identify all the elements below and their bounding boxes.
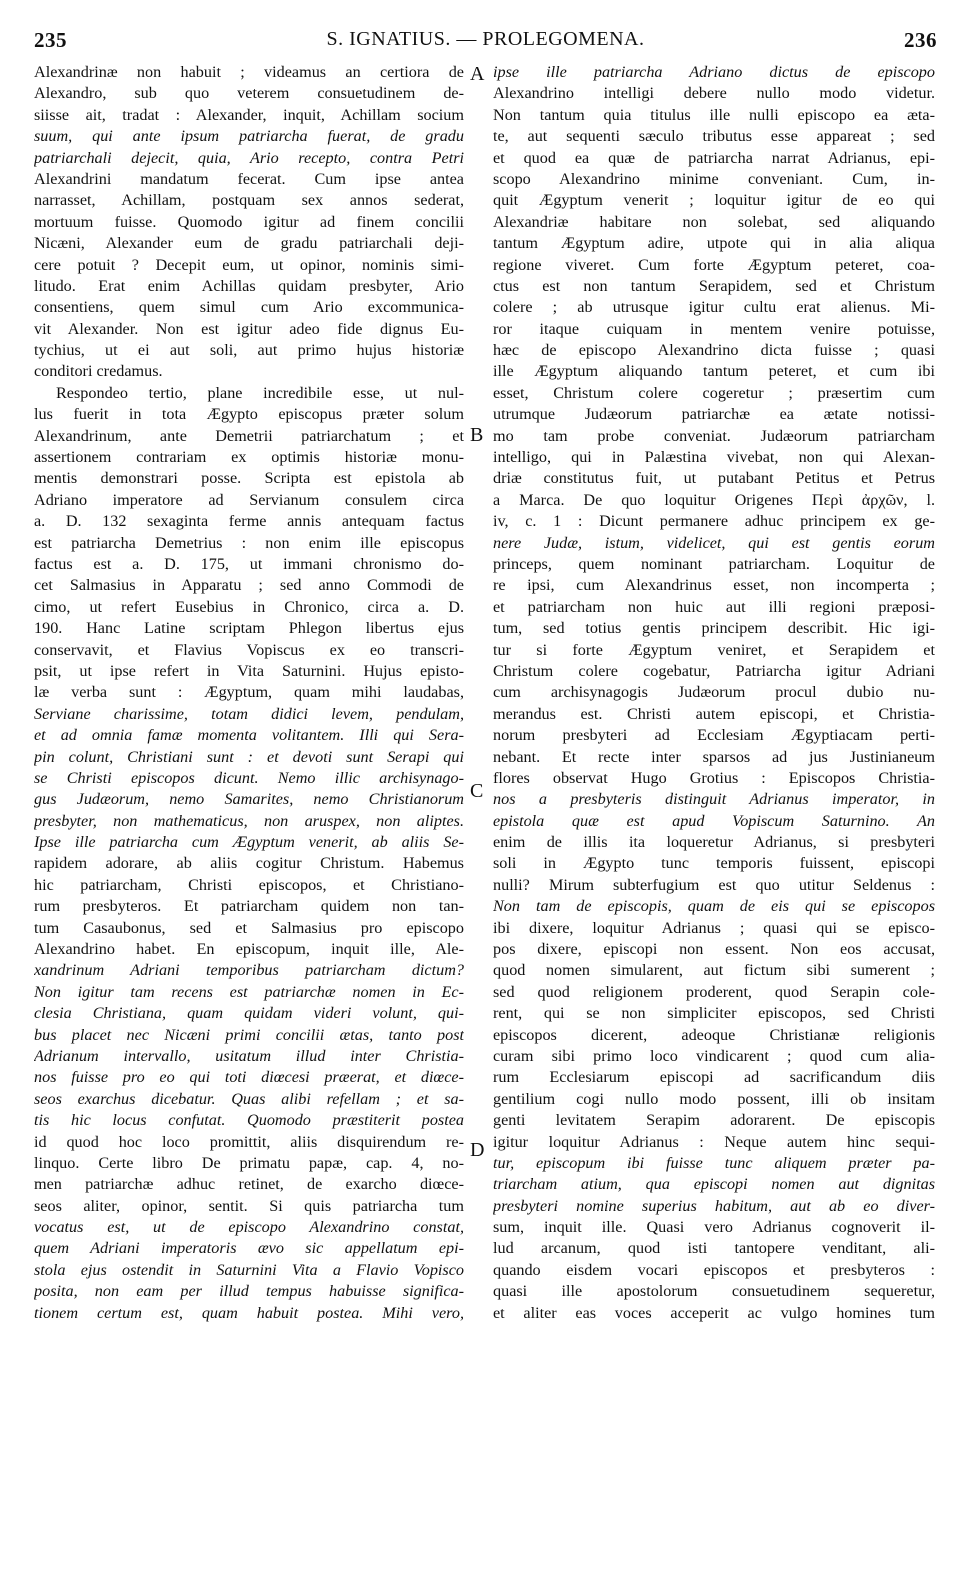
text-line: conservavit, et Flavius Vopiscus ex eo transcri-: [34, 640, 464, 659]
text-line: tur, episcopum ibi fuisse tunc aliquem præter pa-: [493, 1153, 935, 1172]
text-line: regione viveret. Cum forte Ægyptum peteret, coa-: [493, 255, 935, 274]
text-line: assertionem contrariam ex optimis historiæ monu-: [34, 448, 464, 467]
text-line: suum, qui ante ipsum patriarcha fuerat, de gradu: [34, 127, 464, 146]
section-marker-b: B: [470, 424, 484, 446]
text-line: rum presbyteros. Et patriarcham quidem non tan-: [34, 897, 464, 916]
text-line: Christum colere cogebatur, Patriarcha igitur Adriani: [493, 661, 935, 680]
text-line: cum archisynagogis Judæorum procul dubio nu-: [493, 683, 935, 702]
text-line: Non igitur tam recens est patriarchæ nomen in Ec-: [34, 982, 464, 1001]
text-line: princeps, quem nominant patriarcham. Loquitur de: [493, 554, 935, 573]
text-line: se Christi episcopos dicunt. Nemo illic archisynago-: [34, 768, 464, 787]
text-line: merandus est. Christi autem episcopi, et Christia-: [493, 704, 935, 723]
text-line: curam sibi primo loco vindicarent ; quod cum alia-: [493, 1046, 935, 1065]
text-line: triarcham atium, qua episcopi nomen aut dignitas: [493, 1175, 935, 1194]
text-line: mortuum fuisse. Quomodo igitur ad finem concilii: [34, 212, 464, 231]
text-line: Ipse ille patriarcha cum Ægyptum venerit, ab aliis Se-: [34, 833, 464, 852]
text-line: ror itaque cuiquam in mentem venire potuisse,: [493, 319, 935, 338]
text-line: Alexandrino habet. En episcopum, inquit ille, Ale-: [34, 940, 464, 959]
text-line: esset, Christum colere cogeretur ; præsertim cum: [493, 383, 935, 402]
text-line: quando eisdem vocari episcopos et presbyteros :: [493, 1260, 935, 1279]
text-line: sed quod religionem proderent, quod Serapin cole-: [493, 982, 935, 1001]
text-line: tum Casaubonus, sed et Salmasius pro episcopo: [34, 918, 464, 937]
text-line: cere potuit ? Decepit eum, ut opinor, nominis simi-: [34, 255, 464, 274]
text-line: flores observat Hugo Grotius : Episcopos Christia-: [493, 768, 935, 787]
text-line: colere ; ab utrusque igitur cultu erat alienus. Mi-: [493, 298, 935, 317]
text-line: scopo Alexandrino minime conveniant. Cum, in-: [493, 169, 935, 188]
text-line: tum, sed totius gentis principem describit. Hic igi-: [493, 619, 935, 638]
text-line: nebant. Et recte inter sparsos ad jus Justinianeum: [493, 747, 935, 766]
text-line: quit Ægyptum venerit ; loquitur igitur de eo qui: [493, 191, 935, 210]
text-line: ille Ægyptum aliquando tantum peteret, et cum ibi: [493, 362, 935, 381]
text-line: linquo. Certe libro De primatu papæ, cap. 4, no-: [34, 1153, 464, 1172]
text-line: Alexandrinæ non habuit ; videamus an certiora de: [34, 63, 464, 81]
text-line: bus placet nec Nicæni primi concilii ætas, tanto post: [34, 1025, 464, 1044]
text-line: siisse ait, tradat : Alexander, inquit, Achillam socium: [34, 105, 464, 124]
page-number-left: 235: [34, 28, 67, 52]
text-line: Adrianum intervallo, usitatum illud inter Christia-: [34, 1046, 464, 1065]
text-line: ctus est non tantum Serapidem, sed et Christum: [493, 276, 935, 295]
text-line: seos exarchus dicebatur. Quas alibi refellam ; et sa-: [34, 1089, 464, 1108]
text-line: episcopos dicerent, adeoque Christianæ religionis: [493, 1025, 935, 1044]
text-line: ipse ille patriarcha Adriano dictus de episcopo: [493, 63, 935, 81]
left-column: [34, 62, 464, 1324]
text-line: tis hic locus confutat. Quomodo præstiterit postea: [34, 1111, 464, 1130]
text-line: enim de illis ita loqueretur Adrianus, si presbyteri: [493, 833, 935, 852]
text-line: patriarchali dejecit, quia, Ario recepto, contra Petri: [34, 148, 464, 167]
text-line: re ipsi, cum Alexandrinus esset, non incomperta ;: [493, 576, 935, 595]
text-line: nere Judæ, istum, videlicet, qui est gentis eorum: [493, 533, 935, 552]
text-line: genti levitatem Serapim adorarent. De episcopis: [493, 1111, 935, 1130]
page-number-right: 236: [904, 28, 937, 52]
text-line: litudo. Erat enim Achillas quidam presbyter, Ario: [34, 276, 464, 295]
text-line: tantum Ægyptum adire, utpote qui in alia aliqua: [493, 234, 935, 253]
text-line: tionem certum est, quam habuit postea. Mihi vero,: [34, 1303, 464, 1322]
text-line: hæc de episcopo Alexandrino dicta fuisse ; quasi: [493, 341, 935, 360]
text-line: Non tam de episcopis, quam de eis qui se episcopos: [493, 897, 935, 916]
text-line: Serviane charissime, totam didici levem, pendulam,: [34, 704, 464, 723]
running-title: S. IGNATIUS. — PROLEGOMENA.: [326, 28, 645, 50]
text-line: est patriarcha Demetrius : non enim ille episcopus: [34, 533, 464, 552]
text-line: tur si forte Ægyptum veniret, et Serapidem et: [493, 640, 935, 659]
text-line: iv, c. 1 : Dicunt permanere adhuc principem ex ge-: [493, 512, 935, 531]
section-marker-c: C: [470, 780, 484, 802]
text-line: Adriano imperatore ad Servianum consulem circa: [34, 490, 464, 509]
text-line: intelligo, qui in Palæstina vivebat, non qui Alexan-: [493, 448, 935, 467]
text-line: driæ constitutus fuit, ut putabant Petitus et Petrus: [493, 469, 935, 488]
text-line: pin colunt, Christiani sunt : et devoti sunt Serapi qui: [34, 747, 464, 766]
text-line: rapidem adorare, ab aliis cogitur Christum. Habemus: [34, 854, 464, 873]
text-line: gus Judæorum, nemo Samarites, nemo Christianorum: [34, 790, 464, 809]
text-line: quod nomen simularent, aut fictum sibi sumerent ;: [493, 961, 935, 980]
text-line: Alexandrino intelligi debere nullo modo videtur.: [493, 84, 935, 103]
text-line: posita, non eam per illud tempus habuisse significa-: [34, 1282, 464, 1301]
text-line: epistola quæ est apud Vopiscum Saturnino. An: [493, 811, 935, 830]
text-line: te, aut sequenti sæculo tributus esse appareat ; sed: [493, 127, 935, 146]
text-line: igitur loquitur Adrianus : Neque autem hinc sequi-: [493, 1132, 935, 1151]
text-line: utrumque Judæorum patriarchæ ea ætate notissi-: [493, 405, 935, 424]
text-line: Alexandrinum, ante Demetrii patriarchatum ; et: [34, 426, 464, 445]
text-line: rum Ecclesiarum episcopi ad sacrificandum diis: [493, 1068, 935, 1087]
text-line: ibi dixere, loquitur Adrianus ; quasi qui se episco-: [493, 918, 935, 937]
text-line: rent, qui se non simpliciter episcopos, sed Christi: [493, 1004, 935, 1023]
right-column: [493, 62, 935, 1324]
text-line: gentilium cogi nullo modo possent, illi ob insitam: [493, 1089, 935, 1108]
text-line: Respondeo tertio, plane incredibile esse, ut nul-: [56, 383, 464, 402]
text-line: mentis demonstrari posse. Scripta est epistola ab: [34, 469, 464, 488]
text-line: tychius, ut ei aut soli, aut primo hujus historiæ: [34, 341, 464, 360]
section-marker-a: A: [470, 63, 485, 85]
text-line: mo tam probe conveniat. Judæorum patriarcham: [493, 426, 935, 445]
text-line: men patriarchæ adhuc retinet, de exarcho diœce-: [34, 1175, 464, 1194]
text-line: clesia Christiana, quam quidam videri volunt, qui-: [34, 1004, 464, 1023]
text-line: vocatus est, ut de episcopo Alexandrino constat,: [34, 1218, 464, 1237]
text-line: sum, inquit ille. Quasi vero Adrianus cognoverit il-: [493, 1218, 935, 1237]
text-line: cet Salmasius in Apparatu ; sed anno Commodi de: [34, 576, 464, 595]
text-line: et ad omnia famæ momenta volitantem. Illi qui Sera-: [34, 726, 464, 745]
text-line: a. D. 132 sexaginta ferme annis antequam factus: [34, 512, 464, 531]
text-line: lud arcanum, quod isti tantopere venditant, ali-: [493, 1239, 935, 1258]
text-line: xandrinum Adriani temporibus patriarcham dictum?: [34, 961, 464, 980]
text-line: et patriarcham non huic aut illi regioni præposi-: [493, 597, 935, 616]
text-line: Alexandriæ habitare non solebat, sed aliquando: [493, 212, 935, 231]
running-header: [34, 22, 937, 56]
text-line: et quod ea quæ de patriarcha narrat Adrianus, epi-: [493, 148, 935, 167]
text-line: soli in Ægypto tunc temporis fuissent, episcopi: [493, 854, 935, 873]
text-line: nos fuisse pro eo qui toti diœcesi præerat, et diœce-: [34, 1068, 464, 1087]
text-line: Alexandro, sub quo veterem consuetudinem de-: [34, 84, 464, 103]
text-line: Nicæni, Alexander eum de gradu patriarchali deji-: [34, 234, 464, 253]
text-line: hic patriarcham, Christi episcopos, et Christiano-: [34, 875, 464, 894]
text-line: norum presbyteri ad Ecclesiam Ægyptiacam perti-: [493, 726, 935, 745]
text-line: conditori credamus.: [34, 362, 163, 381]
text-line: seos aliter, opinor, sentit. Si quis patriarcha tum: [34, 1196, 464, 1215]
text-line: id quod hoc loco promittit, aliis disquirendum re-: [34, 1132, 464, 1151]
text-line: nos a presbyteris distinguit Adrianus imperator, in: [493, 790, 935, 809]
text-line: nulli? Mirum subterfugium est quo utitur Seldenus :: [493, 875, 935, 894]
text-line: vit Alexander. Non est igitur adeo fide dignus Eu-: [34, 319, 464, 338]
text-line: factus est a. D. 175, ut immani chronismo do-: [34, 554, 464, 573]
text-line: pos dixere, episcopi non essent. Non eos accusat,: [493, 940, 935, 959]
text-line: cimo, ut refert Eusebius in Chronico, circa a. D.: [34, 597, 464, 616]
text-line: Non tantum quia titulus ille nulli episcopo ea æta-: [493, 105, 935, 124]
text-line: 190. Hanc Latine scriptam Phlegon libertus ejus: [34, 619, 464, 638]
section-marker-d: D: [470, 1139, 485, 1161]
text-line: narrasset, Achillam, postquam sex annos sederat,: [34, 191, 464, 210]
text-line: consentiens, quem simul cum Ario excommunica-: [34, 298, 464, 317]
text-line: a Marca. De quo loquitur Origenes Περὶ ἀρχῶν, l.: [493, 490, 935, 509]
text-line: presbyter, non mathematicus, non aruspex, non aliptes.: [34, 811, 464, 830]
text-line: et aliter eas voces acceperit ac vulgo homines tum: [493, 1303, 935, 1322]
text-line: psit, ut ipse refert in Vita Saturnini. Hujus episto-: [34, 661, 464, 680]
text-line: quasi ille apostolorum consuetudinem sequeretur,: [493, 1282, 935, 1301]
text-line: quem Adriani imperatoris ævo sic appellatum epi-: [34, 1239, 464, 1258]
text-line: læ verba sunt : Ægyptum, quam mihi laudabas,: [34, 683, 464, 702]
text-line: lus fuerit in tota Ægypto episcopus præter solum: [34, 405, 464, 424]
text-line: stola ejus ostendit in Saturnini Vita a Flavio Vopisco: [34, 1260, 464, 1279]
text-line: Alexandrini mandatum fecerat. Cum ipse antea: [34, 169, 464, 188]
text-line: presbyteri nomine superius habitum, aut ab eo diver-: [493, 1196, 935, 1215]
